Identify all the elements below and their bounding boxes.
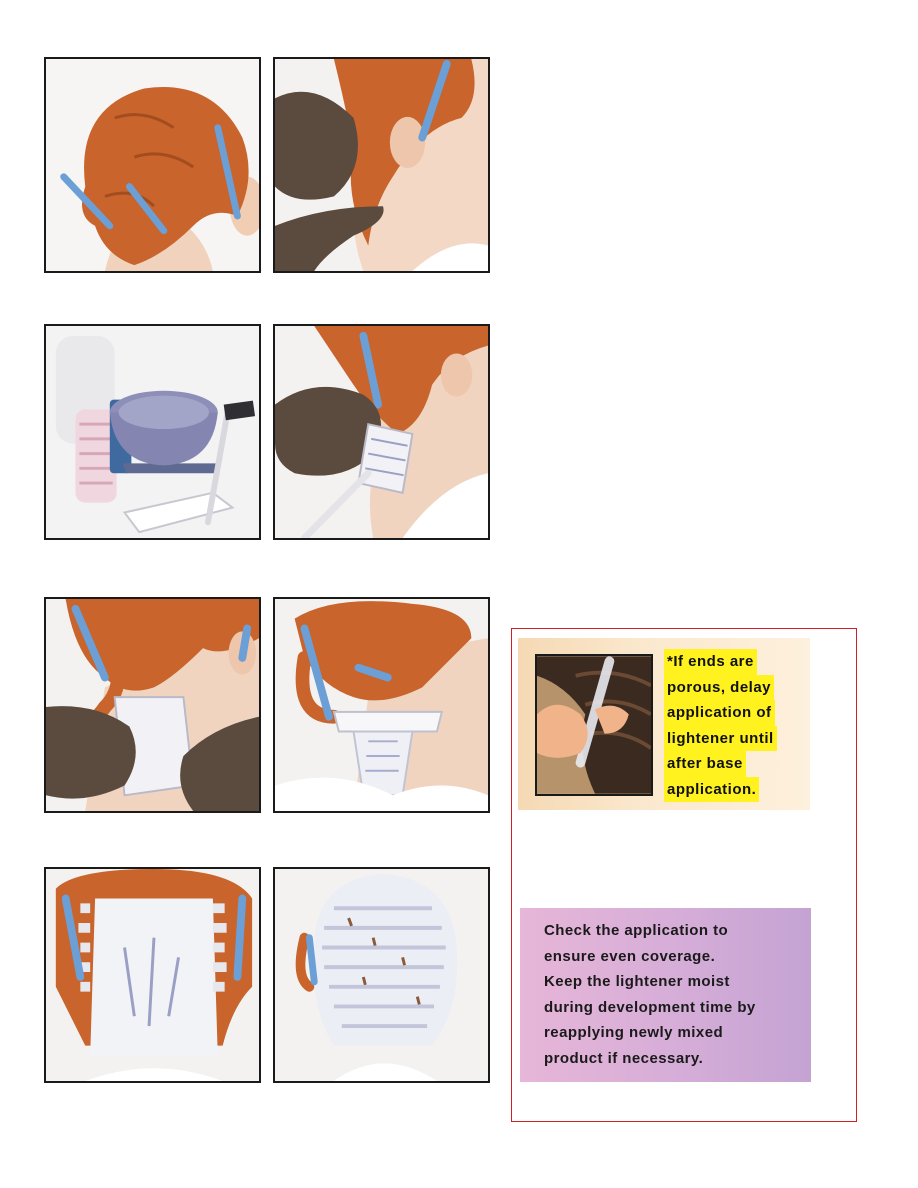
note-line: *If ends are	[664, 649, 757, 675]
note-line: application.	[664, 777, 759, 803]
check-application-text	[544, 918, 806, 1071]
check-line: during development time by	[544, 998, 756, 1016]
note-line: lightener until	[664, 726, 777, 752]
full-head-foils-photo	[273, 867, 490, 1083]
check-line: product if necessary.	[544, 1049, 704, 1067]
foils-at-nape-photo	[273, 597, 490, 813]
check-line: reapplying newly mixed	[544, 1024, 724, 1041]
check-line: Keep the lightener moist	[544, 973, 730, 990]
check-line: Check the application to	[544, 922, 729, 939]
note-line: application of	[664, 700, 775, 726]
foiled-section-back-photo	[44, 867, 261, 1083]
check-line: ensure even coverage.	[544, 947, 716, 965]
hair-sectioned-with-clips-photo	[44, 57, 261, 273]
porous-ends-note-text	[664, 649, 804, 802]
note-line: porous, delay	[664, 675, 774, 701]
bowl-brush-foils-supplies-photo	[44, 324, 261, 540]
gloved-hand-at-nape-photo	[273, 57, 490, 273]
note-line: after base	[664, 751, 746, 777]
brush-applying-lightener-photo	[273, 324, 490, 540]
applying-lightener-ends-photo	[535, 654, 653, 796]
hands-folding-foil-photo	[44, 597, 261, 813]
